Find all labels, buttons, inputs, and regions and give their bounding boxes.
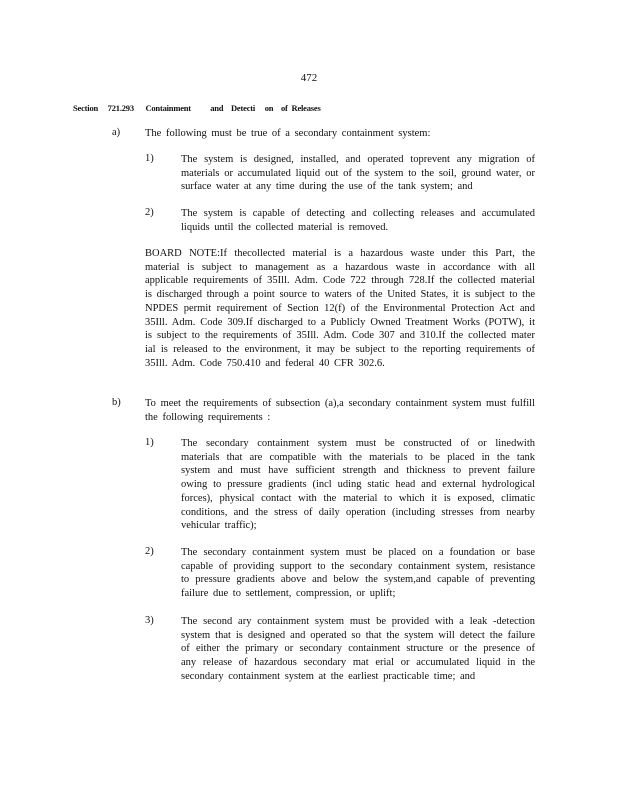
subsection-b-item-2-marker: 2) xyxy=(145,546,154,557)
subsection-a-intro: The following must be true of a secondary containment system: xyxy=(145,128,431,139)
subsection-b-item-1-text: The secondary containment system must be constructed of or linedwith materials that are compatible with the materials to be placed in the tank system and must have sufficient strength and thickness to prevent failure owing to pressure gradients (incl uding static head and external hydrological forces), physical contact with the material to which it is exposed, climatic conditions, and the stress of daily operation (including stresses from nearby vehicular traffic); xyxy=(181,438,535,532)
subsection-b-item-3-marker: 3) xyxy=(145,615,154,626)
subsection-a-marker: a) xyxy=(112,127,121,138)
subsection-a-item-2-text: The system is capable of detecting and collecting releases and accumulated liquids until the collected material is removed. xyxy=(181,208,535,233)
subsection-b-item-2-text: The secondary containment system must be placed on a foundation or base capable of providing support to the secondary containment system, resistance to pressure gradients above and below the system,and capable of preventing failure due to settlement, compression, or uplift; xyxy=(181,547,535,600)
subsection-b-item-1-marker: 1) xyxy=(145,437,154,448)
section-heading: Section 721.293 Containment and Detecti on of Releases xyxy=(73,103,321,113)
subsection-a-item-1-text: The system is designed, installed, and operated toprevent any migration of materials or accumulated liquid out of the system to the soil, ground water, or surface water at any time during the use of the tank system; and xyxy=(181,154,535,193)
board-note: BOARD NOTE:If thecollected material is a hazardous waste under this Part, the material is subject to management as a hazardous waste in accordance with all applicable requirements of 35Ill. Adm. Code 722 through 728.If the collected material is discharged through a point source to waters of the United States, it is subject to the NPDES permit requirement of Section 12(f) of the Environmental Protection Act and 35Ill. Adm. Code 309.If discharged to a Publicly Owned Treatment Works (POTW), it is subject to the requirements of 35Ill. Adm. Code 307 and 310.If the collected mater ial is released to the environment, it may be subject to the reporting requirements of 35Ill. Adm. Code 750.410 and federal 40 CFR 302.6. xyxy=(145,248,535,369)
subsection-b-marker: b) xyxy=(112,397,121,408)
subsection-b-item-3-text: The second ary containment system must be provided with a leak -detection system that is designed and operated so that the system will detect the failure of either the primary or secondary containment structure or the presence of any release of hazardous secondary mat erial or accumulated liquid in the secondary containment system at the earliest practicable time; and xyxy=(181,616,535,682)
subsection-a-item-2-marker: 2) xyxy=(145,207,154,218)
page-number: 472 xyxy=(300,72,318,84)
subsection-b-intro: To meet the requirements of subsection (a),a secondary containment system must fulfill the following requirements : xyxy=(145,398,535,423)
subsection-a-item-1-marker: 1) xyxy=(145,153,154,164)
